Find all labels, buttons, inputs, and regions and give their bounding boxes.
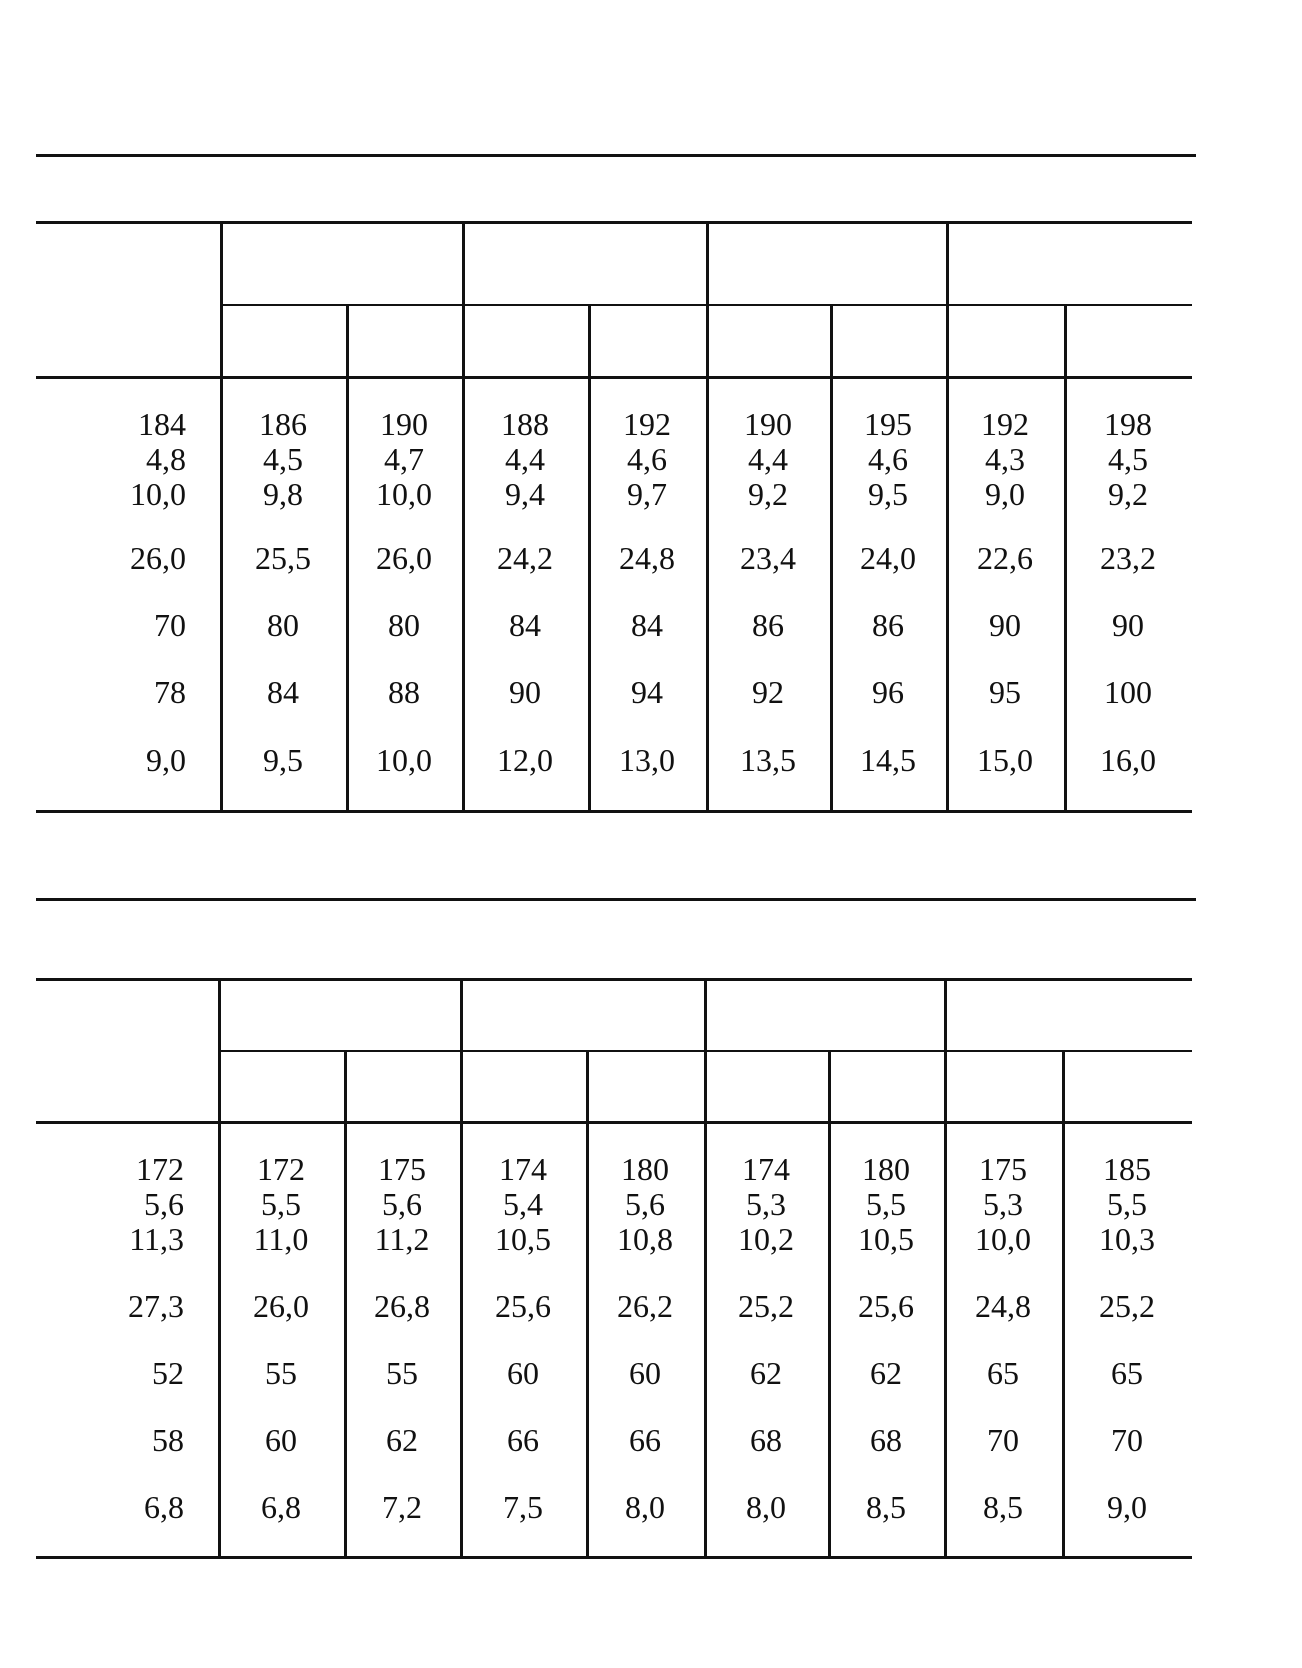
table-value: 23,4 <box>740 540 796 576</box>
table-value: 192 <box>981 406 1029 442</box>
table-value: 4,6 <box>868 441 908 477</box>
table-value: 4,8 <box>146 441 186 477</box>
table-value: 5,5 <box>1107 1186 1147 1222</box>
stacked-value-cell <box>36 1152 184 1257</box>
table-value: 10,8 <box>617 1221 673 1257</box>
table-value: 68 <box>870 1422 902 1458</box>
table-value: 96 <box>872 674 904 710</box>
table-value: 4,5 <box>1108 441 1148 477</box>
table-value: 92 <box>752 674 784 710</box>
stacked-value-cell <box>460 1152 586 1257</box>
table-value: 195 <box>864 406 912 442</box>
table-value: 27,3 <box>128 1288 184 1324</box>
table-value: 88 <box>388 674 420 710</box>
table-value: 8,0 <box>746 1489 786 1525</box>
table-value: 9,2 <box>748 476 788 512</box>
column-divider <box>946 221 949 810</box>
table-value: 80 <box>267 607 299 643</box>
stacked-value-cell <box>830 407 946 512</box>
table-value: 60 <box>507 1355 539 1391</box>
table-value: 65 <box>1111 1355 1143 1391</box>
table-value: 11,3 <box>129 1221 184 1257</box>
column-divider <box>460 978 463 1556</box>
table-value: 84 <box>631 607 663 643</box>
table-value: 180 <box>862 1151 910 1187</box>
table-top-rule <box>36 221 1192 224</box>
table-value: 58 <box>152 1422 184 1458</box>
stacked-value-cell <box>462 407 588 512</box>
stacked-value-cell <box>588 407 706 512</box>
table-value: 9,2 <box>1108 476 1148 512</box>
table-value: 52 <box>152 1355 184 1391</box>
table-value: 55 <box>386 1355 418 1391</box>
table-value: 9,5 <box>868 476 908 512</box>
table-value: 86 <box>872 607 904 643</box>
table-value: 190 <box>380 406 428 442</box>
stacked-value-cell <box>944 1152 1062 1257</box>
table-value: 60 <box>265 1422 297 1458</box>
table-value: 26,0 <box>130 540 186 576</box>
table-value: 172 <box>136 1151 184 1187</box>
table-value: 6,8 <box>144 1489 184 1525</box>
table-value: 5,6 <box>382 1186 422 1222</box>
table-value: 5,6 <box>625 1186 665 1222</box>
table-value: 5,5 <box>261 1186 301 1222</box>
table-value: 4,3 <box>985 441 1025 477</box>
table-value: 94 <box>631 674 663 710</box>
table-value: 86 <box>752 607 784 643</box>
column-divider <box>462 221 465 810</box>
table-value: 90 <box>509 674 541 710</box>
table-value: 100 <box>1104 674 1152 710</box>
table-value: 5,3 <box>983 1186 1023 1222</box>
column-divider <box>944 978 947 1556</box>
table-value: 16,0 <box>1100 742 1156 778</box>
table-value: 13,5 <box>740 742 796 778</box>
column-divider <box>704 978 707 1556</box>
table-value: 26,8 <box>374 1288 430 1324</box>
column-divider <box>220 221 223 810</box>
stacked-value-cell <box>218 1152 344 1257</box>
table-value: 7,5 <box>503 1489 543 1525</box>
table-value: 4,6 <box>627 441 667 477</box>
table-value: 11,0 <box>253 1221 309 1257</box>
table-value: 65 <box>987 1355 1019 1391</box>
table-value: 25,5 <box>255 540 311 576</box>
header-bottom-rule <box>36 1121 1192 1124</box>
table-value: 24,8 <box>975 1288 1031 1324</box>
table-value: 13,0 <box>619 742 675 778</box>
table-value: 14,5 <box>860 742 916 778</box>
table-value: 90 <box>989 607 1021 643</box>
stacked-value-cell <box>706 407 830 512</box>
table-value: 172 <box>257 1151 305 1187</box>
table-value: 60 <box>629 1355 661 1391</box>
table-value: 175 <box>378 1151 426 1187</box>
table-value: 70 <box>987 1422 1019 1458</box>
table-value: 90 <box>1112 607 1144 643</box>
table-value: 8,5 <box>866 1489 906 1525</box>
table-value: 174 <box>499 1151 547 1187</box>
table-value: 55 <box>265 1355 297 1391</box>
table-value: 24,8 <box>619 540 675 576</box>
table-value: 188 <box>501 406 549 442</box>
table-value: 70 <box>154 607 186 643</box>
stacked-value-cell <box>344 1152 460 1257</box>
table-value: 66 <box>507 1422 539 1458</box>
table-value: 62 <box>870 1355 902 1391</box>
table-value: 185 <box>1103 1151 1151 1187</box>
table-value: 10,0 <box>376 476 432 512</box>
table-value: 25,2 <box>1099 1288 1155 1324</box>
table-value: 95 <box>989 674 1021 710</box>
stacked-value-cell <box>1064 407 1192 512</box>
table-value: 10,2 <box>738 1221 794 1257</box>
table-value: 9,4 <box>505 476 545 512</box>
table-value: 186 <box>259 406 307 442</box>
table-bottom-rule <box>36 810 1192 813</box>
table-value: 10,0 <box>376 742 432 778</box>
column-divider <box>218 978 221 1556</box>
table-value: 4,7 <box>384 441 424 477</box>
table-value: 12,0 <box>497 742 553 778</box>
table-value: 4,4 <box>748 441 788 477</box>
table-value: 15,0 <box>977 742 1033 778</box>
table-value: 8,5 <box>983 1489 1023 1525</box>
table-value: 24,2 <box>497 540 553 576</box>
table-top-rule <box>36 978 1192 981</box>
table-bottom-rule <box>36 1556 1192 1559</box>
table-value: 5,3 <box>746 1186 786 1222</box>
table-value: 4,4 <box>505 441 545 477</box>
table-value: 84 <box>509 607 541 643</box>
table-value: 180 <box>621 1151 669 1187</box>
table-value: 9,0 <box>1107 1489 1147 1525</box>
table-value: 26,0 <box>253 1288 309 1324</box>
table-value: 5,4 <box>503 1186 543 1222</box>
table-value: 80 <box>388 607 420 643</box>
table-value: 25,2 <box>738 1288 794 1324</box>
table-value: 66 <box>629 1422 661 1458</box>
table-value: 9,0 <box>985 476 1025 512</box>
table-value: 9,0 <box>146 742 186 778</box>
title-rule <box>36 154 1196 157</box>
title-rule <box>36 898 1196 901</box>
table-value: 8,0 <box>625 1489 665 1525</box>
table-value: 25,6 <box>858 1288 914 1324</box>
table-value: 190 <box>744 406 792 442</box>
table-value: 10,0 <box>975 1221 1031 1257</box>
table-value: 11,2 <box>374 1221 430 1257</box>
stacked-value-cell <box>220 407 346 512</box>
stacked-value-cell <box>346 407 462 512</box>
table-value: 84 <box>267 674 299 710</box>
stacked-value-cell <box>586 1152 704 1257</box>
table-value: 9,7 <box>627 476 667 512</box>
table-value: 78 <box>154 674 186 710</box>
table-value: 198 <box>1104 406 1152 442</box>
stacked-value-cell <box>1062 1152 1192 1257</box>
table-value: 26,0 <box>376 540 432 576</box>
table-value: 68 <box>750 1422 782 1458</box>
table-value: 184 <box>138 406 186 442</box>
table-value: 23,2 <box>1100 540 1156 576</box>
table-value: 10,0 <box>130 476 186 512</box>
stacked-value-cell <box>828 1152 944 1257</box>
table-value: 5,5 <box>866 1186 906 1222</box>
stacked-value-cell <box>946 407 1064 512</box>
table-value: 10,3 <box>1099 1221 1155 1257</box>
table-value: 10,5 <box>858 1221 914 1257</box>
table-value: 192 <box>623 406 671 442</box>
stacked-value-cell <box>36 407 186 512</box>
table-value: 24,0 <box>860 540 916 576</box>
table-value: 9,5 <box>263 742 303 778</box>
table-value: 9,8 <box>263 476 303 512</box>
header-bottom-rule <box>36 376 1192 379</box>
table-value: 62 <box>750 1355 782 1391</box>
table-value: 62 <box>386 1422 418 1458</box>
stacked-value-cell <box>704 1152 828 1257</box>
column-divider <box>706 221 709 810</box>
table-value: 6,8 <box>261 1489 301 1525</box>
table-value: 5,6 <box>144 1186 184 1222</box>
table-value: 4,5 <box>263 441 303 477</box>
table-value: 174 <box>742 1151 790 1187</box>
table-value: 175 <box>979 1151 1027 1187</box>
table-value: 70 <box>1111 1422 1143 1458</box>
table-value: 26,2 <box>617 1288 673 1324</box>
table-value: 25,6 <box>495 1288 551 1324</box>
table-value: 7,2 <box>382 1489 422 1525</box>
table-value: 22,6 <box>977 540 1033 576</box>
table-value: 10,5 <box>495 1221 551 1257</box>
